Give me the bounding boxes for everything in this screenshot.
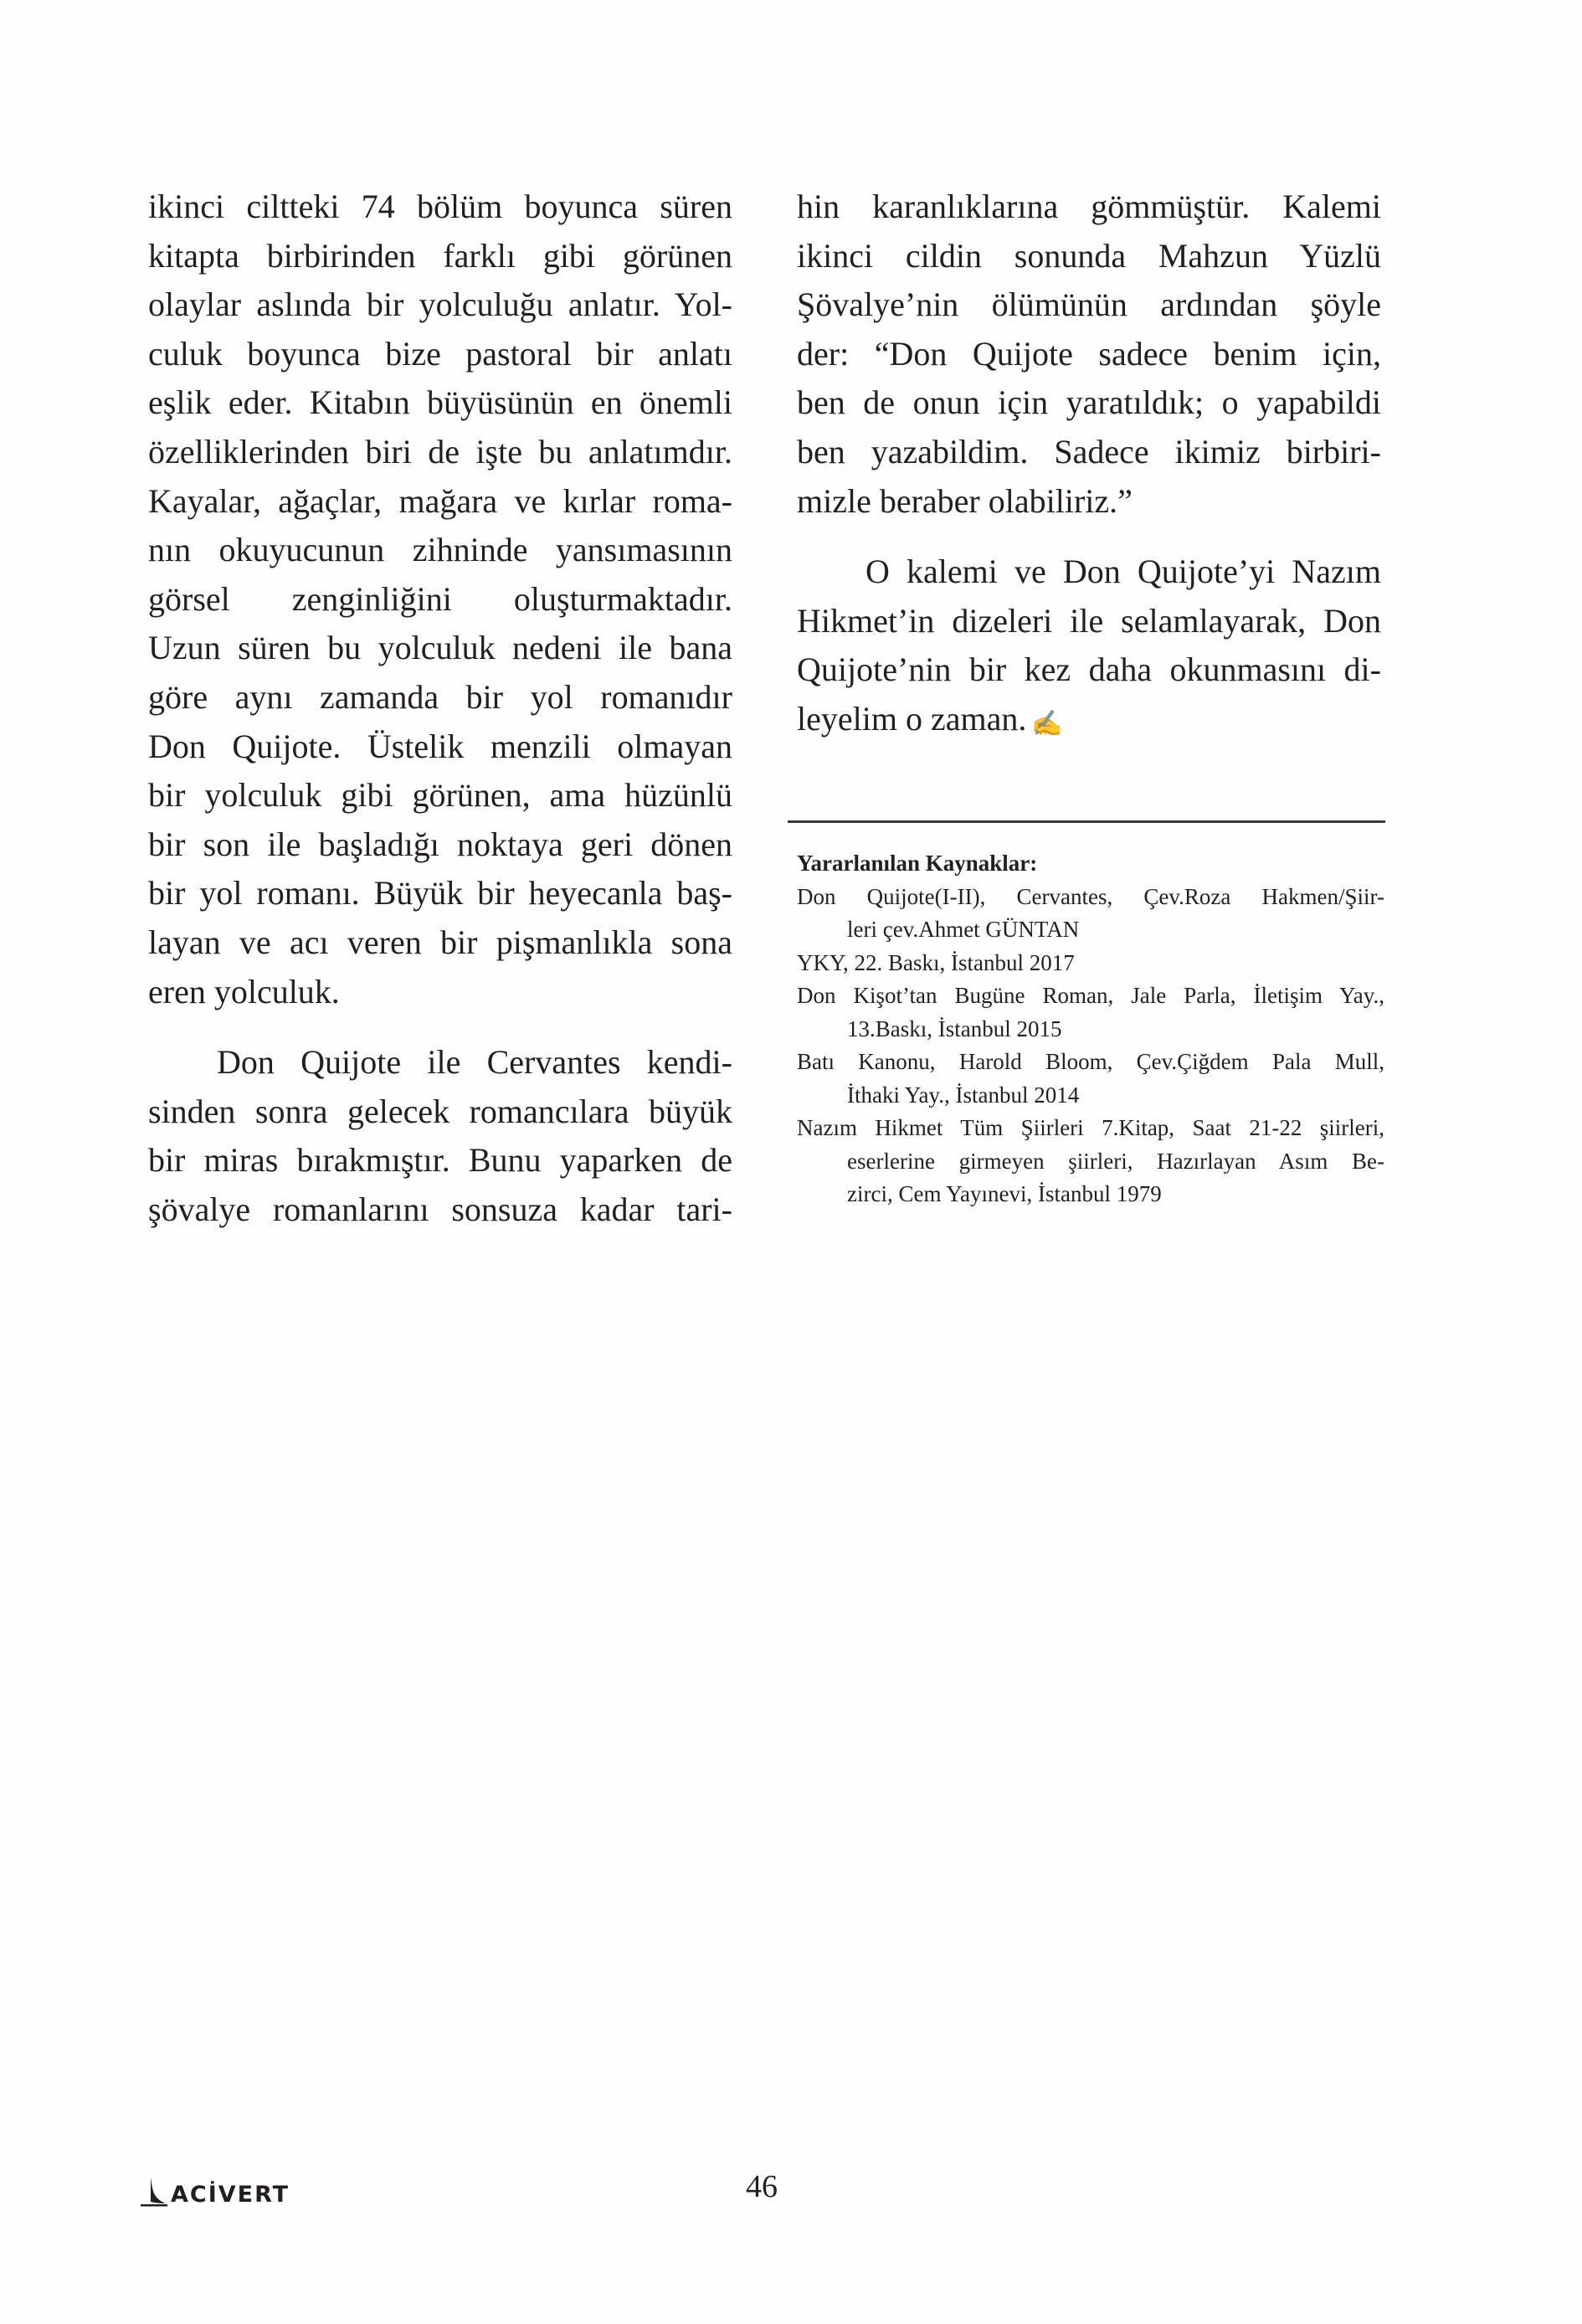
publisher-logo — [141, 2175, 290, 2208]
text-line: şövalye romanlarını sonsuza kadar tari- — [148, 1190, 732, 1228]
text-line: olaylar aslında bir yolculuğu anlatır. Yol- — [148, 285, 732, 324]
text-line: mizle beraber olabiliriz.” — [797, 481, 1133, 520]
paragraph — [797, 183, 1381, 526]
text-line: Hikmet’in dizeleri ile selamlayarak, Don — [797, 601, 1381, 640]
reference-line: eserlerine girmeyen şiirleri, Hazırlayan Asım Be- — [847, 1148, 1384, 1174]
writing-hand-icon: ✍ — [1031, 709, 1063, 738]
text-line: eren yolculuk. — [148, 972, 340, 1010]
text-line: bir miras bırakmıştır. Bunu yaparken de — [148, 1141, 732, 1180]
text-line: der: “Don Quijote sadece benim için, — [797, 334, 1381, 373]
text-line: ben yazabildim. Sadece ikimiz birbiri- — [797, 432, 1381, 470]
reference-line: YKY, 22. Baskı, İstanbul 2017 — [797, 949, 1075, 975]
text-line: Quijote’nin bir kez daha okunmasını di- — [797, 650, 1381, 689]
reference-line: leri çev.Ahmet GÜNTAN — [847, 917, 1080, 942]
text-line: görsel zenginliğini oluşturmaktadır. — [148, 579, 732, 618]
sailboat-icon — [141, 2175, 169, 2208]
text-line: ikinci ciltteki 74 bölüm boyunca süren — [148, 188, 732, 225]
reference-line: 13.Baskı, İstanbul 2015 — [847, 1015, 1062, 1041]
text-line: layan ve acı veren bir pişmanlıkla sona — [148, 923, 732, 961]
text-line: sinden sonra gelecek romancılara büyük — [148, 1092, 732, 1130]
page-number: 46 — [746, 2169, 778, 2204]
right-column — [797, 183, 1381, 744]
text-line: culuk boyunca bize pastoral bir anlatı — [148, 334, 732, 373]
text-line: Uzun süren bu yolculuk nedeni ile bana — [148, 629, 732, 667]
text-line: bir yol romanı. Büyük bir heyecanla baş- — [148, 874, 732, 913]
text-line: bir son ile başladığı noktaya geri dönen — [148, 825, 732, 863]
text-line: ben de onun için yaratıldık; o yapabildi — [797, 383, 1381, 422]
text-line: Şövalye’nin ölümünün ardından şöyle — [797, 285, 1381, 324]
text-line: Don Quijote ile Cervantes kendi- — [217, 1043, 732, 1082]
publisher-name: ACİVERT — [171, 2182, 290, 2208]
reference-item — [797, 979, 1384, 1046]
references-divider — [788, 820, 1385, 823]
paragraph-gap — [797, 526, 1381, 548]
text-line: hin karanlıklarına gömmüştür. Kalemi — [797, 188, 1381, 225]
text-line: göre aynı zamanda bir yol romanıdır — [148, 677, 732, 716]
text-line: eşlik eder. Kitabın büyüsünün en önemli — [148, 383, 732, 422]
reference-line: İthaki Yay., İstanbul 2014 — [847, 1082, 1080, 1108]
reference-line: Nazım Hikmet Tüm Şiirleri 7.Kitap, Saat 21-22 şiirleri, — [797, 1115, 1384, 1140]
reference-item — [797, 1112, 1384, 1211]
paragraph-gap — [148, 1016, 732, 1038]
reference-line: Don Quijote(I-II), Cervantes, Çev.Roza Hakmen/Şiir- — [797, 883, 1384, 909]
text-line: bir yolculuk gibi görünen, ama hüzünlü — [148, 776, 732, 815]
text-line: Kayalar, ağaçlar, mağara ve kırlar roma- — [148, 481, 732, 520]
paragraph — [148, 183, 732, 1016]
references-section — [797, 847, 1384, 1211]
references-title: Yararlanılan Kaynaklar: — [797, 851, 1038, 876]
text-line-content: leyelim o zaman. — [797, 699, 1027, 738]
reference-item — [797, 881, 1384, 947]
text-line: özelliklerinden biri de işte bu anlatımdır. — [148, 432, 732, 470]
reference-item — [797, 1046, 1384, 1112]
paragraph — [797, 548, 1381, 743]
reference-line: Batı Kanonu, Harold Bloom, Çev.Çiğdem Pala Mull, — [797, 1049, 1384, 1074]
text-line: Don Quijote. Üstelik menzili olmayan — [148, 727, 732, 765]
reference-line: zirci, Cem Yayınevi, İstanbul 1979 — [847, 1181, 1162, 1206]
reference-item — [797, 947, 1384, 980]
text-line: nın okuyucunun zihninde yansımasının — [148, 531, 732, 569]
left-column — [148, 183, 732, 1234]
reference-line: Don Kişot’tan Bugüne Roman, Jale Parla, İletişim Yay., — [797, 983, 1384, 1008]
paragraph — [148, 1038, 732, 1234]
text-line — [797, 695, 1381, 744]
text-line: kitapta birbirinden farklı gibi görünen — [148, 236, 732, 275]
text-line: ikinci cildin sonunda Mahzun Yüzlü — [797, 236, 1381, 275]
text-line: O kalemi ve Don Quijote’yi Nazım — [865, 553, 1381, 591]
